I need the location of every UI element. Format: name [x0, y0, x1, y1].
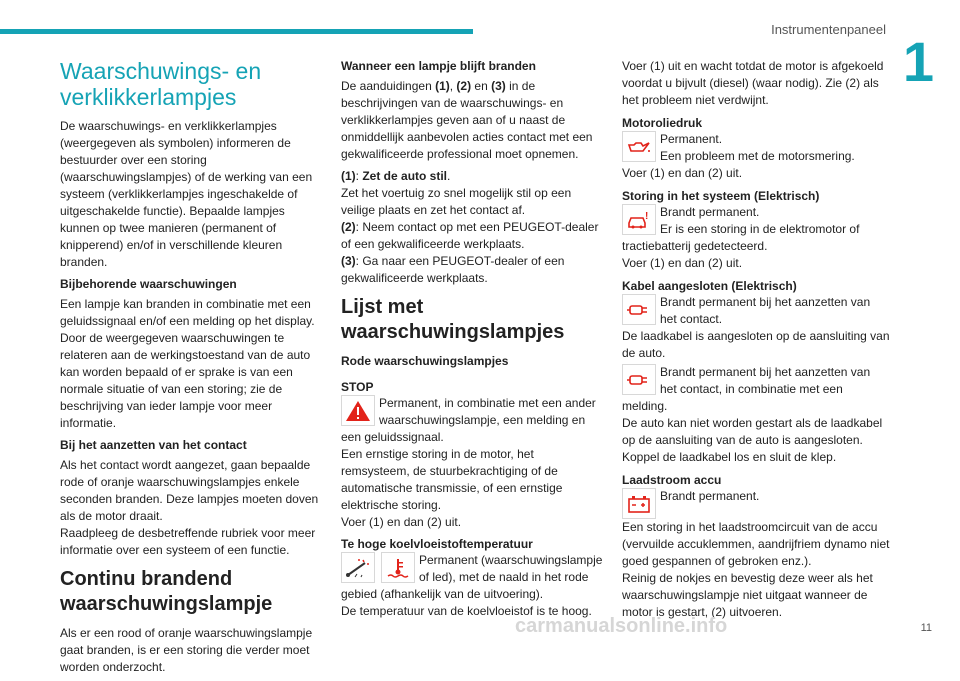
- heading-red-warnings: Rode waarschuwingslampjes: [341, 354, 509, 368]
- heading-continuous-warning: Continu brandend waarschuwingslampje: [60, 568, 273, 615]
- intro-paragraph: De waarschuwings- en verklikkerlampjes (weergegeven als symbolen) informeren de bestuurder over een storing (waarschuwingslampjes) of de werking van een systeem (verklikkerlampjes ingeschakelde of uitgeschakelde functie). Bepaalde lampjes kunnen op twee manieren (permanent of knipperend) en/of in verschillende kleuren branden.: [60, 119, 313, 269]
- top-accent-bar: [0, 29, 473, 34]
- battery-icon: [622, 488, 656, 519]
- coolant-title: Te hoge koelvloeistoftemperatuur: [341, 537, 533, 551]
- svg-text:!: !: [645, 210, 649, 222]
- oil-can-icon: [622, 131, 656, 162]
- cable-desc-2: Brandt permanent bij het aanzetten van het contact, in combinatie met een melding.: [622, 365, 871, 413]
- related-paragraph-2: Door de weergegeven waarschuwingen te relateren aan de werkingstoestand van de auto kan worden bepaald of er sprake is van een normale situatie of van een storing; zie de beschrijving van ieder lampje voor meer informatie.: [60, 331, 311, 430]
- action-2: (2): Neem contact op met een PEUGEOT-dealer of een gekwalificeerde werkplaats.: [341, 220, 599, 251]
- stop-item: [341, 395, 603, 446]
- page-number: 11: [920, 622, 932, 634]
- page-title: Waarschuwings- en verklikkerlampjes: [60, 58, 262, 110]
- action-1: (1): Zet de auto stil. Zet het voertuig zo snel mogelijk stil op een veilige plaats en zet het contact af.: [341, 169, 572, 217]
- stop-description: Permanent, in combinatie met een ander waarschuwingslampje, een melding en een geluidssignaal.: [341, 396, 596, 444]
- ignition-paragraph-2: Raadpleeg de desbetreffende rubriek voor meer informatie over een systeem of een functie.: [60, 526, 316, 557]
- stop-description-2: Een ernstige storing in de motor, het remsysteem, de stuurbekrachtiging of de automatische transmissie, of een ernstige elektrische storing.: [341, 447, 563, 512]
- stop-title: STOP: [341, 380, 374, 394]
- oil-pressure-desc-2: Een probleem met de motorsmering.: [660, 149, 855, 163]
- heading-related-warnings: Bijbehorende waarschuwingen: [60, 277, 237, 291]
- battery-desc: Brandt permanent.: [660, 489, 760, 503]
- cable-title: Kabel aangesloten (Elektrisch): [622, 279, 797, 293]
- car-fault-icon: [622, 204, 656, 235]
- battery-title: Laadstroom accu: [622, 473, 722, 487]
- battery-desc-2: Een storing in het laadstroomcircuit van de accu (vervuilde accuklemmen, aandrijfriem dynamo niet goed gespannen of gebroken enz.).: [622, 520, 890, 568]
- continuous-paragraph: Als er een rood of oranje waarschuwingslampje gaat branden, is er een storing die verder moet worden onderzocht.: [60, 626, 313, 674]
- action-3: (3): Ga naar een PEUGEOT-dealer of een gekwalificeerde werkplaats.: [341, 254, 565, 285]
- stop-action: Voer (1) en dan (2) uit.: [341, 515, 462, 529]
- charging-plug-icon: [622, 364, 656, 395]
- cable-item-1: [622, 294, 890, 328]
- cable-desc-2b: De auto kan niet worden gestart als de laadkabel op de aansluiting van de auto is aangesloten.: [622, 416, 883, 447]
- chapter-number: 1: [902, 30, 934, 93]
- system-fault-item: [622, 204, 890, 255]
- watermark: carmanualsonline.info: [515, 615, 728, 637]
- cable-desc-1: Brandt permanent bij het aanzetten van het contact.: [660, 295, 871, 326]
- stop-warning-icon: [341, 395, 375, 426]
- cable-desc-2c: Koppel de laadkabel los en sluit de klep.: [622, 450, 837, 464]
- coolant-description: Permanent (waarschuwingslampje of led), met de naald in het rode gebied (afhankelijk van de uitvoering).: [341, 553, 603, 601]
- battery-desc-3: Reinig de nokjes en bevestig deze weer als het waarschuwingslampje niet uitgaat wanneer de motor is gestart, (2) uitvoeren.: [622, 571, 873, 619]
- coolant-item: [341, 552, 603, 603]
- temperature-gauge-icon: [341, 552, 375, 583]
- related-paragraph-1: Een lampje kan branden in combinatie met een geluidssignaal en/of een melding op het display.: [60, 297, 315, 328]
- column-1: [60, 58, 325, 681]
- heading-warning-list: Lijst met waarschuwingslampjes: [341, 296, 565, 343]
- system-fault-desc: Brandt permanent.: [660, 205, 760, 219]
- column-2: [341, 58, 603, 620]
- ignition-paragraph-1: Als het contact wordt aangezet, gaan bepaalde rode of oranje waarschuwingslampjes enkele seconden branden. Deze lampjes moeten doven als de motor draait.: [60, 458, 319, 523]
- heading-lamp-remains-on: Wanneer een lampje blijft branden: [341, 59, 536, 73]
- remains-paragraph: De aanduidingen (1), (2) en (3) in de beschrijvingen van de waarschuwings- en verklikkerlampjes geven aan of u naast de onmiddellijk aanbevolen acties contact met een gekwalificeerde professional moet opnemen.: [341, 79, 593, 161]
- oil-pressure-desc: Permanent.: [660, 132, 723, 146]
- column-3: [622, 58, 890, 621]
- cable-desc-1b: De laadkabel is aangesloten op de aansluiting van de auto.: [622, 329, 890, 360]
- coolant-description-2: De temperatuur van de koelvloeistof is te hoog.: [341, 604, 592, 618]
- charging-plug-icon: [622, 294, 656, 325]
- oil-pressure-title: Motoroliedruk: [622, 116, 702, 130]
- system-fault-desc-2: Er is een storing in de elektromotor of tractiebatterij gedetecteerd.: [622, 222, 860, 253]
- oil-pressure-action: Voer (1) en dan (2) uit.: [622, 166, 743, 180]
- coolant-temperature-icon: [381, 552, 415, 583]
- heading-ignition: Bij het aanzetten van het contact: [60, 438, 247, 452]
- system-fault-action: Voer (1) en dan (2) uit.: [622, 256, 743, 270]
- coolant-continued: Voer (1) uit en wacht totdat de motor is afgekoeld voordat u bijvult (diesel) (waar nodig). Zie (2) als het probleem niet verdwijnt.: [622, 59, 884, 107]
- system-fault-title: Storing in het systeem (Elektrisch): [622, 189, 820, 203]
- cable-item-2: [622, 364, 890, 415]
- oil-pressure-item: [622, 131, 890, 165]
- battery-item: [622, 488, 890, 519]
- section-title: Instrumentenpaneel: [771, 22, 886, 37]
